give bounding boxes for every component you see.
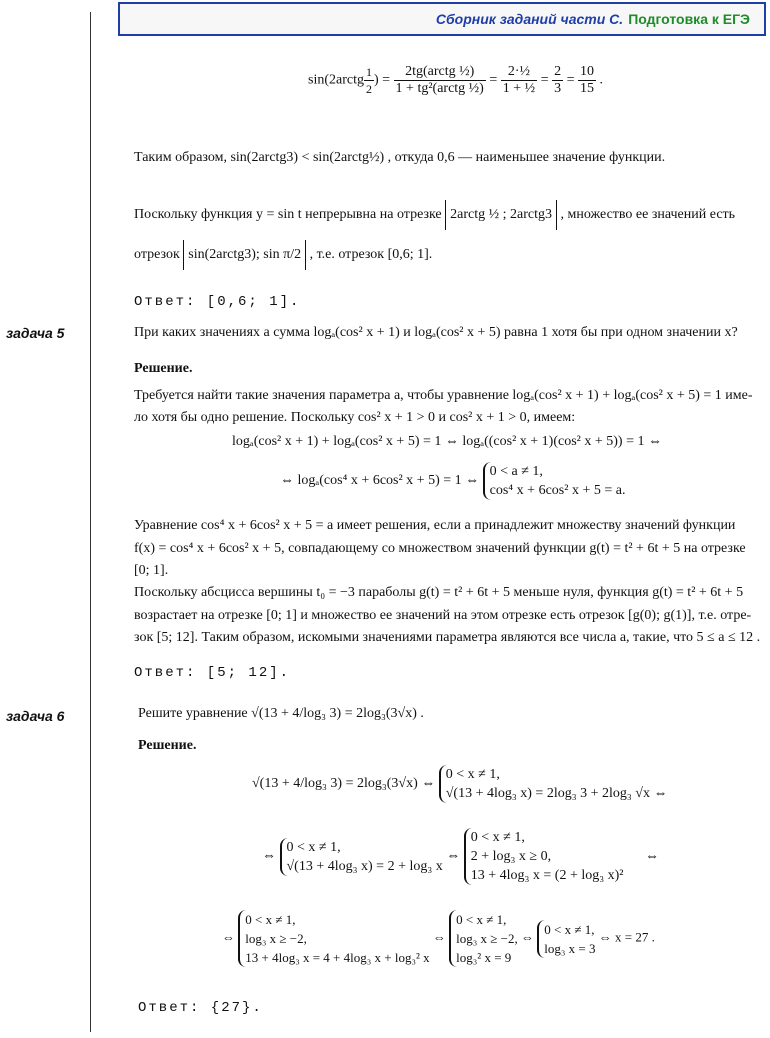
eq-symbol: ⇔ — [262, 848, 276, 864]
equation-sin-arctg: sin(2arctg $\frac{1}{2}$ ) = $\frac{\text{2tg(arctg ½)}}{\text{1 + tg²(arctg ½)}}$ = $\frac{\text{2·½}}{\text{1 + ½}}$ = $\frac{2}{3}$ = $\frac{10}{15}$ . — [308, 64, 603, 96]
sys-line: 0 < x ≠ 1, — [544, 921, 595, 937]
answer: Ответ: {27}. — [138, 1000, 263, 1016]
eq-symbol: ⇔ — [645, 848, 659, 864]
system-brace — [537, 920, 595, 958]
sys-line: log₃ x ≥ −2, — [456, 931, 518, 946]
sys-line: log₃ x = 3 — [544, 940, 596, 956]
text-line: Требуется найти такие значения параметра a, чтобы уравнение logₐ(cos² x + 1) + logₐ(cos² x + 5) = 1 име- — [134, 388, 753, 403]
eq-symbol: ⇔ — [521, 929, 535, 945]
eq-symbol: ⇔ — [446, 848, 461, 864]
sys-line: 13 + 4log₃ x = (2 + log₃ x)² — [470, 868, 624, 883]
sys-line: log₃ x ≥ −2, — [245, 931, 307, 946]
sys-line: 0 < x ≠ 1, — [470, 830, 525, 845]
eq-left: ⇔ logₐ(cos⁴ x + 6cos² x + 5) = 1 ⇔ — [280, 473, 480, 489]
text-line: возрастает на отрезке [0; 1] и множество ее значений на этом отрезке есть отрезок [g(0); g(1)], т.е. отре- — [134, 608, 752, 623]
equation-system — [222, 910, 655, 967]
text-span: отрезок — [134, 247, 180, 263]
text-span: Решите уравнение — [138, 706, 248, 721]
sys-line: 0 < x ≠ 1, — [286, 839, 341, 855]
system-brace — [439, 765, 668, 803]
equation-system — [262, 828, 659, 885]
equation-system — [280, 462, 625, 500]
sys-line: 2 + log₃ x ≥ 0, — [470, 849, 552, 864]
system-brace — [483, 462, 626, 500]
system-brace — [449, 910, 518, 967]
margin-divider — [90, 12, 91, 1032]
task-label: задача 5 — [6, 325, 65, 341]
system-brace — [280, 838, 443, 876]
system-brace — [464, 828, 624, 885]
text-span: Поскольку функция y = sin t непрерывна на отрезке — [134, 207, 442, 223]
sys-line: 0 < x ≠ 1, — [456, 912, 507, 927]
text-line — [134, 200, 762, 230]
sys-line: √(13 + 4log₃ x) = 2log₃ 3 + 2log₃ √x ⇔ — [445, 786, 668, 801]
task-question: При каких значениях a сумма logₐ(cos² x + 1) и logₐ(cos² x + 5) равна 1 хотя бы при одном значении x? — [134, 325, 738, 340]
text-line — [134, 240, 432, 270]
answer: Ответ: [0,6; 1]. — [134, 294, 301, 310]
solution-label: Решение. — [134, 361, 193, 376]
sys-line: log₃² x = 9 — [456, 950, 512, 965]
solution-label: Решение. — [138, 738, 197, 753]
text-line: зок [5; 12]. Таким образом, искомыми значениями параметра являются все числа a, такие, что 5 ≤ a ≤ 12 . — [134, 630, 761, 645]
answer: Ответ: [5; 12]. — [134, 665, 291, 681]
eq-symbol: ⇔ — [432, 929, 446, 945]
sys-line: 0 < x ≠ 1, — [445, 767, 500, 782]
equation: √(13 + 4/log₃ 3) = 2log₃(3√x) . — [251, 706, 424, 721]
header-subtitle: Подготовка к ЕГЭ — [628, 11, 750, 27]
text-line: ло хотя бы одно решение. Поскольку cos² x + 1 > 0 и cos² x + 1 > 0, имеем: — [134, 410, 576, 425]
text-line: f(x) = cos⁴ x + 6cos² x + 5, совпадающему со множеством значений функции g(t) = t² + 6t + 5 на отрезке — [134, 541, 746, 556]
text-span: , множество ее значений есть — [560, 207, 736, 223]
interval: 2arctg ½ ; 2arctg3 — [445, 200, 557, 230]
sys-line: √(13 + 4log₃ x) = 2 + log₃ x — [286, 858, 443, 874]
eq-left: √(13 + 4/log₃ 3) = 2log₃(3√x) ⇔ — [252, 776, 436, 792]
equation: logₐ(cos² x + 1) + logₐ(cos² x + 5) = 1 ⇔ logₐ((cos² x + 1)(cos² x + 5)) = 1 ⇔ — [232, 434, 662, 449]
page-header — [118, 2, 766, 36]
interval: sin(2arctg3); sin π/2 — [183, 240, 306, 270]
task-label: задача 6 — [6, 708, 65, 724]
sys-line: 0 < x ≠ 1, — [245, 912, 296, 927]
text-line: Поскольку абсцисса вершины t₀ = −3 параболы g(t) = t² + 6t + 5 меньше нуля, функция g(t) = t² + 6t + 5 — [134, 585, 744, 600]
eq-left: sin(2arctg — [308, 72, 364, 88]
system-brace — [238, 910, 429, 967]
header-title: Сборник заданий части С. — [435, 11, 624, 27]
task-question — [138, 706, 424, 722]
text-line: [0; 1]. — [134, 563, 169, 578]
eq-result: ⇔ x = 27 . — [598, 929, 655, 945]
sys-line: 13 + 4log₃ x = 4 + 4log₃ x + log₃² x — [245, 950, 430, 965]
text-line: Уравнение cos⁴ x + 6cos² x + 5 = a имеет решения, если a принадлежит множеству значений функции — [134, 518, 736, 533]
sys-line: cos⁴ x + 6cos² x + 5 = a. — [489, 483, 626, 498]
equation-system — [252, 765, 667, 803]
sys-line: 0 < a ≠ 1, — [489, 464, 543, 479]
eq-symbol: ⇔ — [222, 929, 235, 945]
text-span: , т.е. отрезок [0,6; 1]. — [309, 247, 433, 263]
text-line: Таким образом, sin(2arctg3) < sin(2arctg½) , откуда 0,6 — наименьшее значение функции. — [134, 150, 666, 165]
